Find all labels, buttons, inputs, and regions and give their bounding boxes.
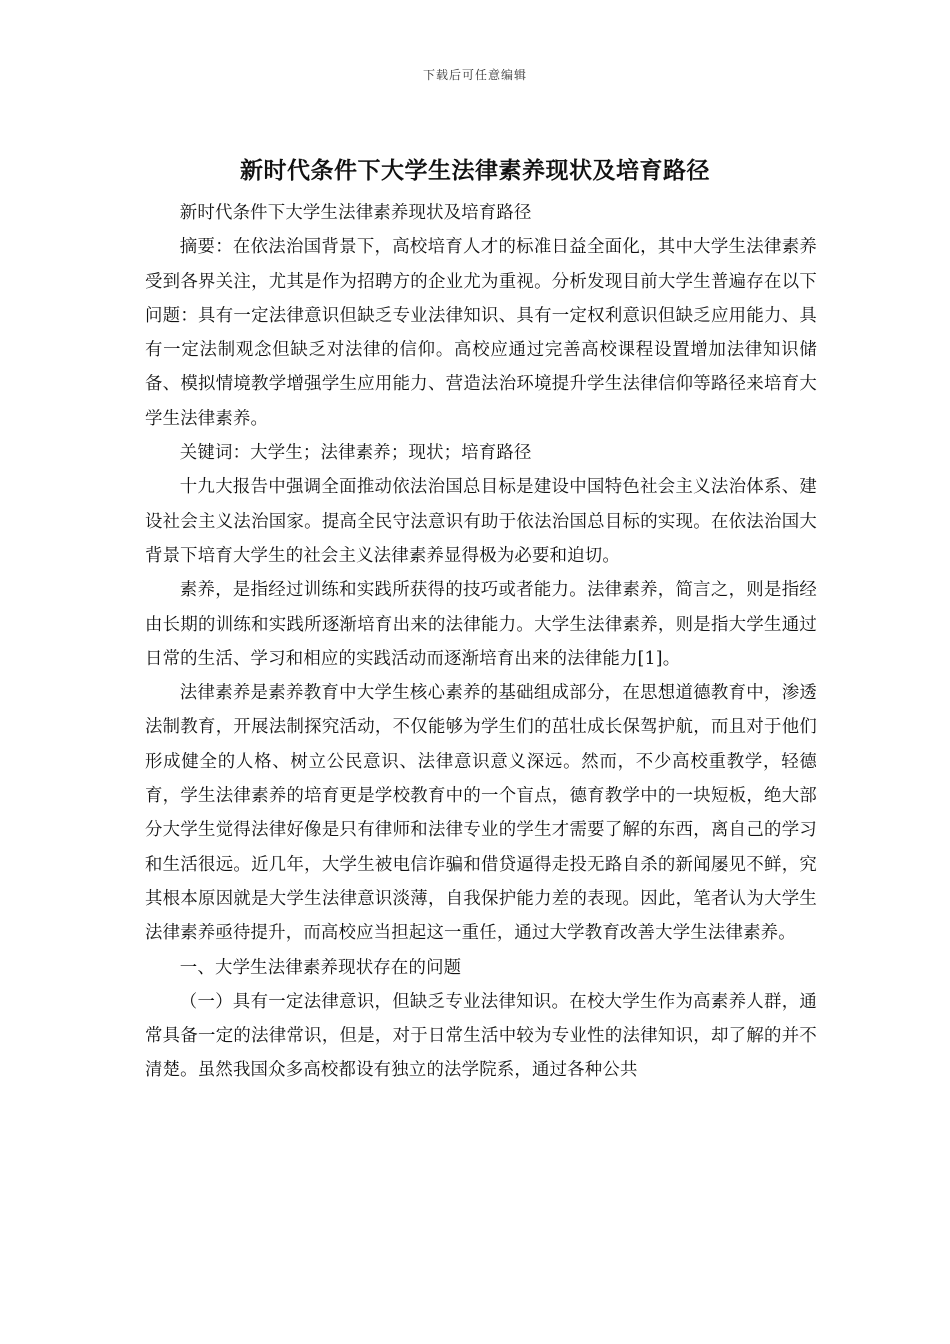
abstract-paragraph: 摘要：在依法治国背景下，高校培育人才的标准日益全面化，其中大学生法律素养受到各界关注，尤其是作为招聘方的企业尤为重视。分析发现目前大学生普遍存在以下问题：具有一定法律意识但缺乏专业法律知识、具有一定权利意识但缺乏应用能力、具有一定法制观念但缺乏对法律的信仰。高校应通过完善高校课程设置增加法律知识储备、模拟情境教学增强学生应用能力、营造法治环境提升学生法律信仰等路径来培育大学生法律素养。 xyxy=(145,237,817,429)
section-paragraph: （一）具有一定法律意识，但缺乏专业法律知识。在校大学生作为高素养人群，通常具备一定的法律常识，但是，对于日常生活中较为专业性的法律知识，却了解的并不清楚。虽然我国众多高校都设有独立的法学院系，通过各种公共 xyxy=(145,991,817,1081)
section-heading: 一、大学生法律素养现状存在的问题 xyxy=(179,957,462,978)
keywords-line: 关键词：大学生；法律素养；现状；培育路径 xyxy=(179,443,532,464)
document-title: 新时代条件下大学生法律素养现状及培育路径 xyxy=(240,157,710,184)
document-body xyxy=(145,196,817,1088)
body-paragraph-1: 十九大报告中强调全面推动依法治国总目标是建设中国特色社会主义法治体系、建设社会主义法治国家。提高全民守法意识有助于依法治国总目标的实现。在依法治国大背景下培育大学生的社会主义法律素养显得极为必要和迫切。 xyxy=(145,477,817,566)
header-note: 下载后可任意编辑 xyxy=(422,68,527,82)
body-paragraph-2: 素养，是指经过训练和实践所获得的技巧或者能力。法律素养，简言之，则是指经由长期的训练和实践所逐渐培育出来的法律能力。大学生法律素养，则是指大学生通过日常的生活、学习和相应的实践活动而逐渐培育出来的法律能力[1]。 xyxy=(145,580,817,669)
document-subtitle: 新时代条件下大学生法律素养现状及培育路径 xyxy=(179,203,532,223)
body-paragraph-3: 法律素养是素养教育中大学生核心素养的基础组成部分，在思想道德教育中，渗透法制教育，开展法制探究活动，不仅能够为学生们的茁壮成长保驾护航，而且对于他们形成健全的人格、树立公民意识、法律意识意义深远。然而，不少高校重教学，轻德育，学生法律素养的培育更是学校教育中的一个盲点，德育教学中的一块短板，绝大部分大学生觉得法律好像是只有律师和法律专业的学生才需要了解的东西，离自己的学习和生活很远。近几年，大学生被电信诈骗和借贷逼得走投无路自杀的新闻屡见不鲜，究其根本原因就是大学生法律意识淡薄，自我保护能力差的表现。因此，笔者认为大学生法律素养亟待提升，而高校应当担起这一重任，通过大学教育改善大学生法律素养。 xyxy=(145,683,817,944)
